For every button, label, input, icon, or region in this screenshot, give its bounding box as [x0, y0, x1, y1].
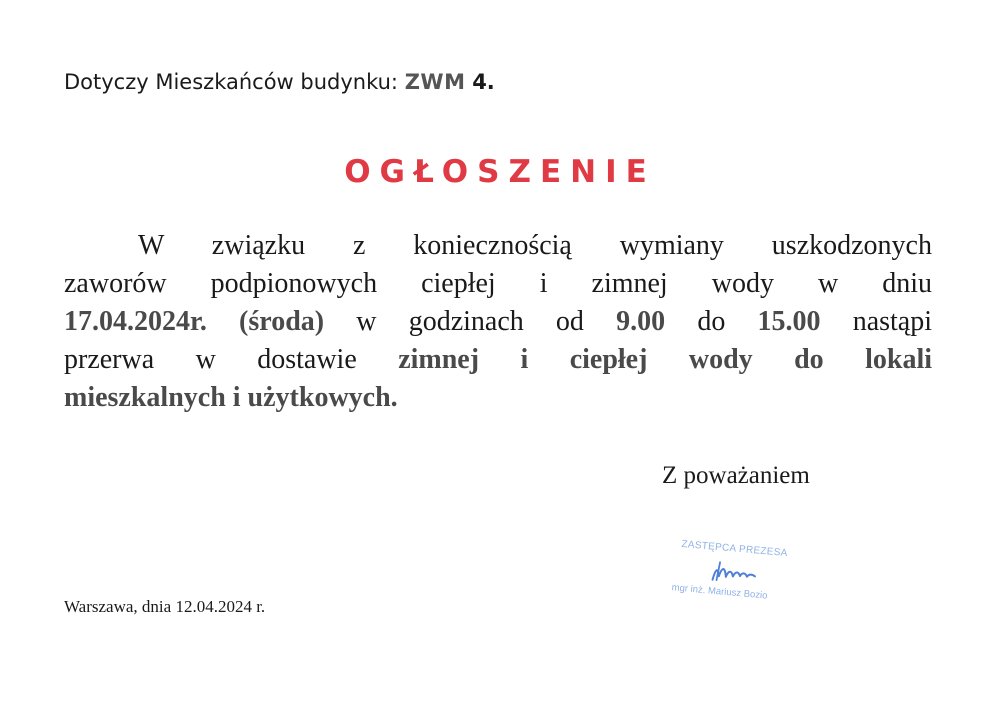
affected-services: zimnej i ciepłej wody do lokali [398, 344, 932, 375]
time-to-word: do [697, 306, 726, 337]
place-and-date: Warszawa, dnia 12.04.2024 r. [64, 597, 266, 616]
closing-salutation: Z poważaniem [662, 462, 810, 489]
stamp-name: mgr inż. Mariusz Bozio [671, 582, 768, 602]
body-line-1-text: W związku z koniecznością wymiany uszkodzonych [138, 230, 932, 261]
outage-date: 17.04.2024r. [64, 306, 207, 337]
outage-weekday: (środa) [239, 306, 325, 337]
announcement-body [64, 227, 932, 417]
building-name: ZWM [404, 70, 466, 94]
hours-intro: w godzinach od [356, 306, 584, 337]
time-to: 15.00 [757, 306, 821, 337]
body-line-1 [64, 227, 932, 265]
recipients-prefix: Dotyczy Mieszkańców budynku: [64, 70, 399, 94]
official-stamp [666, 538, 807, 619]
body-line-4 [64, 341, 932, 379]
will-occur: nastąpi [852, 306, 932, 337]
stamp-role: ZASTĘPCA PREZESA [681, 538, 789, 560]
building-number: 4. [472, 70, 495, 94]
interruption-text: przerwa w dostawie [64, 344, 357, 375]
recipients-line [64, 70, 495, 94]
time-from: 9.00 [616, 306, 666, 337]
affected-services-cont: mieszkalnych i użytkowych. [64, 382, 398, 413]
body-line-3 [64, 303, 932, 341]
announcement-title: OGŁOSZENIE [344, 154, 656, 190]
body-line-2: zaworów podpionowych ciepłej i zimnej wody w dniu [64, 268, 932, 299]
